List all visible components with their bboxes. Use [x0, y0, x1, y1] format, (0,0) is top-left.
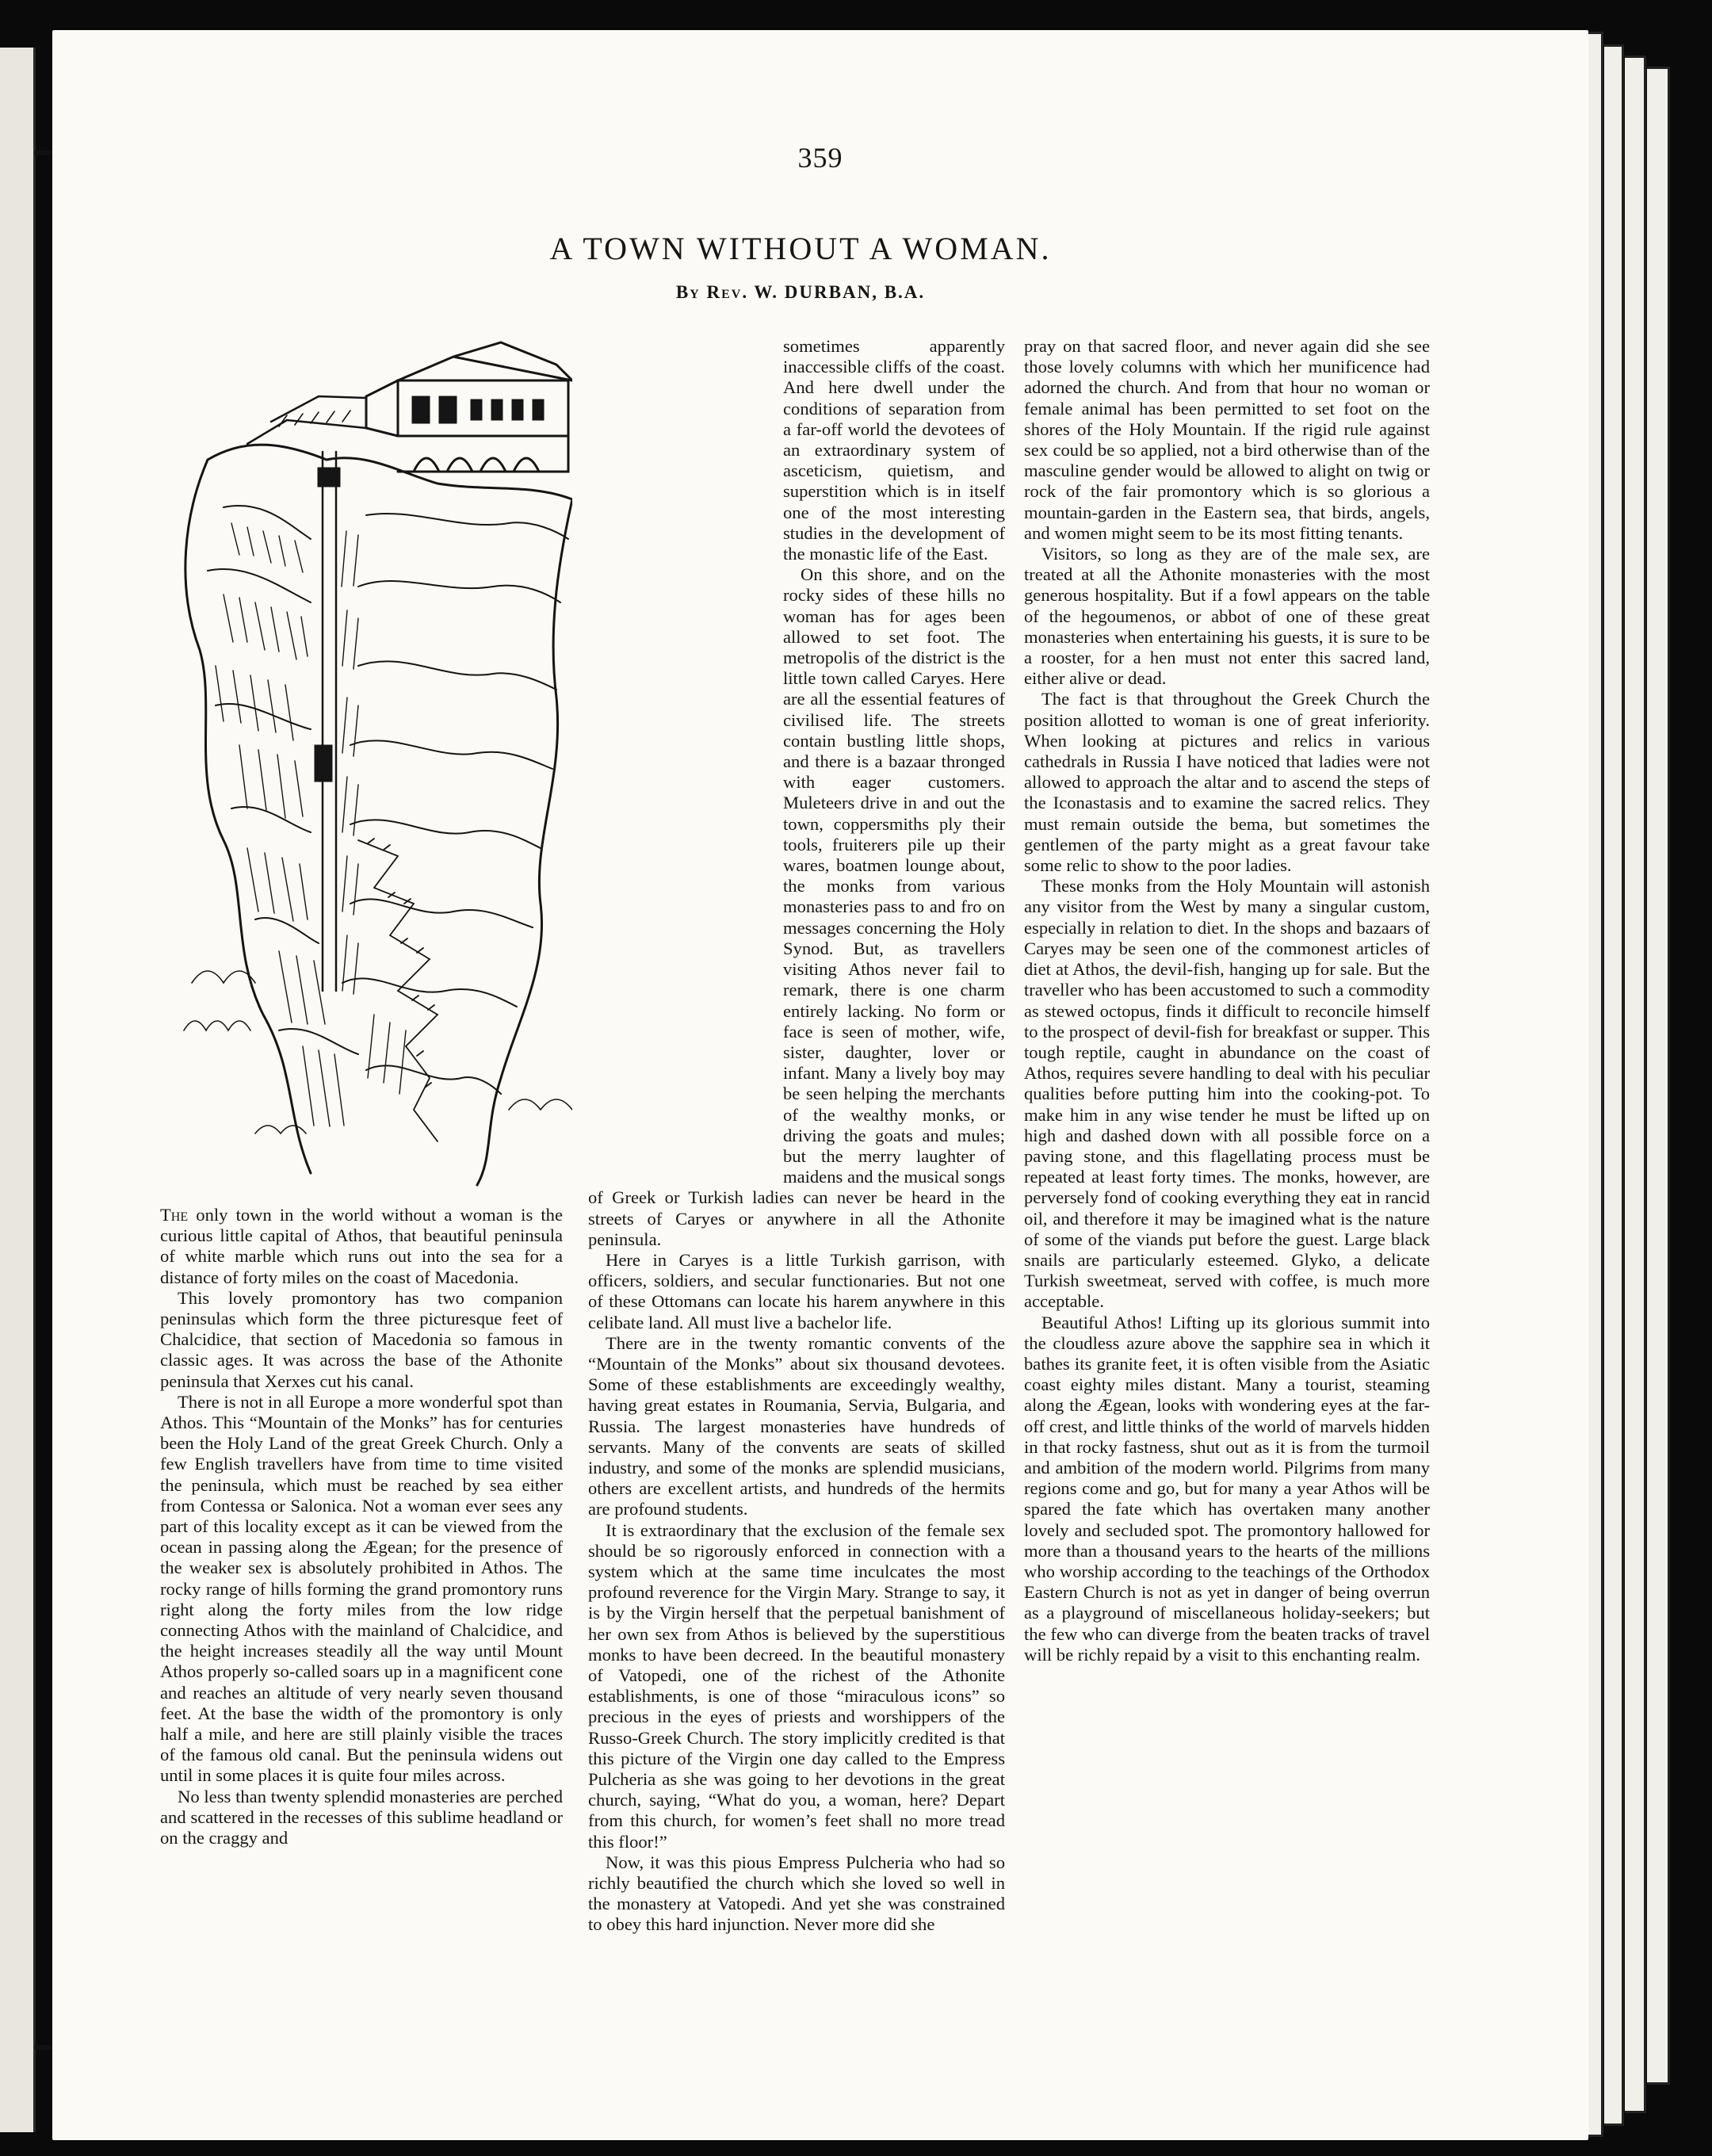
- paragraph-right-5: Beautiful Athos! Lifting up its glorious summit into the cloudless azure above the sapphire sea in which it bathes its granite feet, it is often visible from the Asiatic coast eighty miles distant. Many a tourist, steaming along the Ægean, looks with wondering eyes at the far-off crest, and little thinks of the world of marvels hidden in that rocky fastness, shut out as it is from the turmoil and ambition of the modern world. Pilgrims from many regions come and go, but for many a year Athos will be spared the fate which has overtaken many another lovely and secluded spot. The promontory hallowed for more than a thousand years to the hearts of the millions who worship according to the teachings of the Orthodox Eastern Church is not as yet in danger of being overrun as a playground of miscellaneous holiday-seekers; but the few who can diverge from the beaten tracks of travel will be richly repaid by a visit to this enchanting realm.: [1024, 1312, 1430, 1665]
- paragraph-mid-4: There are in the twenty romantic convents of the “Mountain of the Monks” about six thousand devotees. Some of these establishments are exceedingly wealthy, having great estates in Roumania, Servia, Bulgaria, and Russia. The largest monasteries have hundreds of servants. Many of the convents are seats of skilled industry, and some of the monks are splendid musicians, others are excellent artists, and hundreds of the hermits are profound students.: [588, 1332, 1005, 1520]
- paragraph-right-3: The fact is that throughout the Greek Church the position allotted to woman is one of great inferiority. When looking at pictures and relics in various cathedrals in Russia I have noticed that ladies were not allowed to approach the altar and to ascend the steps of the Iconastasis and to examine the sacred relics. They must remain outside the bema, but sometimes the gentlemen of the party might as a great favour take some relic to show to the poor ladies.: [1024, 689, 1430, 876]
- monastery-cliff-drawing: [160, 333, 572, 1189]
- monastery-cliff-illustration: [160, 333, 572, 1189]
- paragraph-right-1: pray on that sacred floor, and never again did she see those lovely columns with which her munificence had adorned the church. And from that hour no woman or female animal has been permitted to set foot on the shores of the Holy Mountain. If the rigid rule against sex could be so applied, not a bird otherwise than of the masculine gender would be allowed to alight on twig or rock of the fair promontory which is so glorious a mountain-garden in the Eastern sea, that birds, angels, and women might seem to be its most fitting tenants.: [1024, 336, 1430, 543]
- paragraph-text: only town in the world without a woman is the curious little capital of Athos, that beautiful peninsula of white marble which runs out into the sea for a distance of forty miles on the coast of Macedonia.: [160, 1205, 563, 1287]
- paragraph-left-1: [160, 1205, 563, 1288]
- paragraph-mid-3: Here in Caryes is a little Turkish garrison, with officers, soldiers, and secular functionaries. But not one of these Ottomans can locate his harem anywhere in this celibate land. All must live a bachelor life.: [588, 1249, 1005, 1332]
- page-number: 359: [797, 142, 843, 174]
- column-middle: [588, 336, 1005, 1936]
- paragraph-mid-1: sometimes apparently inaccessible cliffs of the coast. And here dwell under the conditions of separation from a far-off world the devotees of an extraordinary system of asceticism, quietism, and superstition which is in itself one of the most interesting studies in the development of the monastic life of the East.: [783, 336, 1005, 564]
- paragraph-mid-5: It is extraordinary that the exclusion of the female sex should be so rigorously enforced in connection with a system which at the same time inculcates the most profound reverence for the Virgin Mary. Strange to say, it is by the Virgin herself that the perpetual banishment of her own sex from Athos is believed by the superstitious monks to have been decreed. In the beautiful monastery of Vatopedi, one of the richest of the Athonite establishments, is one of those “miraculous icons” so precious in the eyes of priests and worshippers of the Russo-Greek Church. The story implicitly credited is that this picture of the Virgin one day called to the Empress Pulcheria as she was going to her devotions in the great church, saying, “What do you, a woman, here? Depart from this church, for women’s feet shall no more tread this floor!”: [588, 1520, 1005, 1852]
- paragraph-mid-6: Now, it was this pious Empress Pulcheria who had so richly beautified the church which she loved so well in the monastery at Vatopedi. And yet she was constrained to obey this hard injunction. Never more did she: [588, 1852, 1005, 1935]
- paragraph-left-3: There is not in all Europe a more wonderful spot than Athos. This “Mountain of the Monks” has for centuries been the Holy Land of the great Greek Church. Only a few English travellers have from time to time visited the peninsula, which must be reached by sea either from Contessa or Salonica. Not a woman ever sees any part of this locality except as it can be viewed from the ocean in passing along the Ægean; for the presence of the weaker sex is absolutely prohibited in Athos. The rocky range of hills forming the grand promontory runs right along the forty miles from the low ridge connecting Athos with the mainland of Chalcidice, and the height increases steadily all the way until Mount Athos properly so-called soars up in a magnificent cone and reaches an altitude of very nearly seven thousand feet. At the base the width of the promontory is only half a mile, and here are still plainly visible the traces of the famous old canal. But the peninsula widens out until in some places it is quite four miles across.: [160, 1391, 563, 1786]
- paragraph-right-4: These monks from the Holy Mountain will astonish any visitor from the West by many a singular custom, especially in relation to diet. In the shops and bazaars of Caryes may be seen one of the commonest articles of diet at Athos, the devil-fish, hanging up for sale. But the traveller who has been accustomed to such a commodity as stewed octopus, finds it difficult to reconcile himself to the prospect of devil-fish for breakfast or supper. This tough reptile, caught in abundance on the coast of Athos, requires severe handling to deal with his peculiar qualities before putting him into the cooking-pot. To make him in any wise tender he must be lifted up on high and dashed down with all possible force on a paving stone, and this flagellating process must be repeated at least forty times. The monks, however, are perversely fond of cooking everything they eat in rancid oil, and therefore it may be imagined what is the nature of some of the viands put before the guest. Large black snails are particularly esteemed. Glyko, a delicate Turkish sweetmeat, served with coffee, is much more acceptable.: [1024, 876, 1430, 1312]
- binding-tick-bottom: [35, 2045, 52, 2050]
- illustration-wrap-space: [588, 336, 783, 1175]
- facing-page-edge: [0, 48, 36, 2132]
- article-title: A TOWN WITHOUT A WOMAN.: [549, 231, 1052, 266]
- paragraph-left-2: This lovely promontory has two companion peninsulas which form the three picturesque feet of Chalcidice, that section of Macedonia so famous in classic ages. It was across the base of the Athonite peninsula that Xerxes cut his canal.: [160, 1287, 563, 1391]
- page-stack-edge-4: [1647, 67, 1670, 2085]
- paragraph-right-2: Visitors, so long as they are of the male sex, are treated at all the Athonite monasteries with the most generous hospitality. But if a fowl appears on the table of the hegoumenos, or abbot of one of these great monasteries when entertaining his guests, it is sure to be a rooster, for a hen must not enter this sacred land, either alive or dead.: [1024, 544, 1430, 689]
- drop-lead-word: The: [160, 1205, 189, 1225]
- column-left: [160, 1205, 563, 1848]
- paragraph-mid-2: On this shore, and on the rocky sides of these hills no woman has for ages been allowed to set foot. The metropolis of the district is the little town called Caryes. Here are all the essential features of civilised life. The streets contain bustling little shops, and there is a bazaar thronged with eager customers. Muleteers drive in and out the town, coppersmiths ply their tools, fruiterers pile up their wares, boatmen lounge about, the monks from various monasteries pass to and fro on messages concerning the Holy Synod. But, as travellers visiting Athos never fail to remark, there is one charm entirely lacking. No form or face is seen of mother, wife, sister, daughter, lover or infant. Many a lively boy may be seen helping the merchants of the wealthy monks, or driving the goats and mules; but the merry laughter of maidens and the musical songs of Greek or Turkish ladies can never be heard in the streets of Caryes or anywhere in all the Athonite peninsula.: [588, 564, 1005, 1249]
- binding-tick-top: [35, 151, 52, 155]
- paragraph-left-4: No less than twenty splendid monasteries are perched and scattered in the recesses of this sublime headland or on the craggy and: [160, 1786, 563, 1848]
- page-stack-edge-3: [1625, 55, 1646, 2113]
- article-byline: By Rev. W. DURBAN, B.A.: [675, 282, 926, 302]
- column-right: [1024, 336, 1430, 1665]
- page-stack-edge-2: [1604, 44, 1624, 2126]
